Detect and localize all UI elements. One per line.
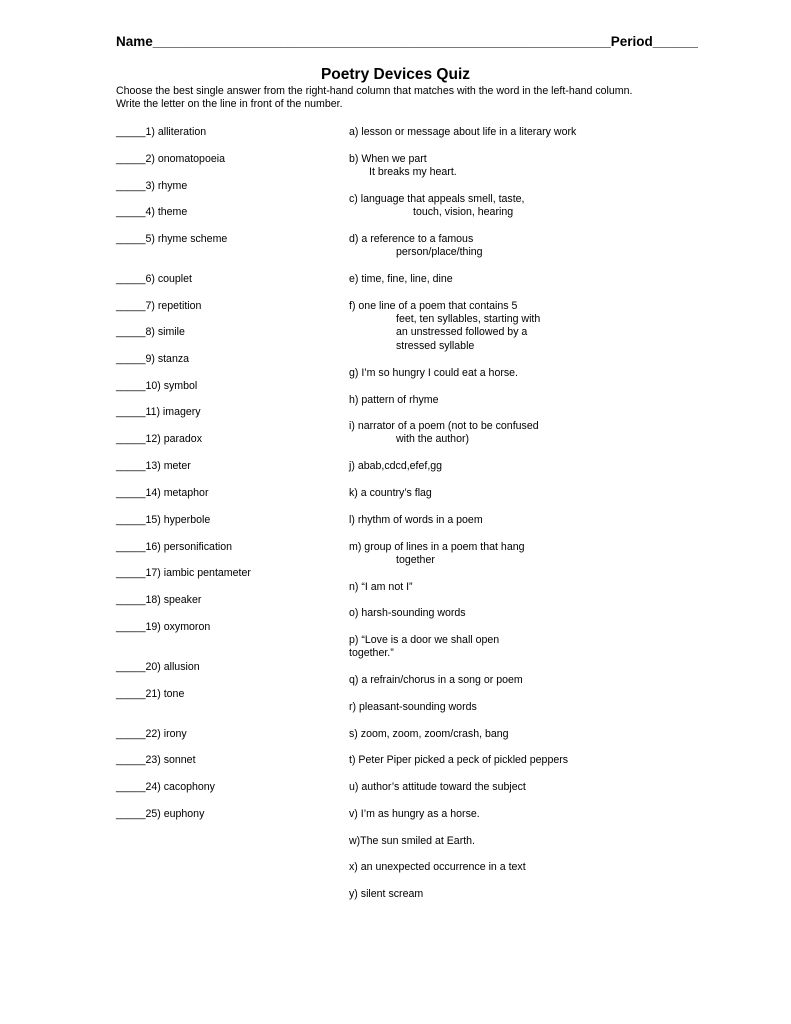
- answer-m: [349, 541, 525, 567]
- answer-line: g) I’m so hungry I could eat a horse.: [349, 367, 518, 379]
- term-item: _____12) paradox: [116, 433, 202, 445]
- answer-a: [349, 126, 576, 139]
- term-item: _____24) cacophony: [116, 781, 215, 793]
- answer-q: [349, 674, 523, 687]
- answer-line: stressed syllable: [396, 339, 475, 352]
- answer-k: [349, 487, 432, 500]
- answer-line: x) an unexpected occurrence in a text: [349, 861, 526, 873]
- term-item: _____18) speaker: [116, 594, 202, 606]
- answer-line: i) narrator of a poem (not to be confused: [349, 420, 539, 432]
- answer-line: j) abab,cdcd,efef,gg: [349, 460, 443, 472]
- answer-line: o) harsh-sounding words: [349, 607, 466, 619]
- header-line: [116, 34, 698, 49]
- answer-line: a) lesson or message about life in a literary work: [349, 126, 577, 138]
- answer-line: feet, ten syllables, starting with: [396, 313, 541, 326]
- term-item: _____4) theme: [116, 206, 188, 218]
- term-item: _____17) iambic pentameter: [116, 567, 251, 579]
- page-title: Poetry Devices Quiz: [320, 66, 471, 83]
- term-item: _____14) metaphor: [116, 487, 209, 499]
- answer-line: with the author): [396, 433, 470, 446]
- answer-line: b) When we part: [349, 153, 427, 165]
- answer-line: touch, vision, hearing: [413, 206, 514, 219]
- answer-line: p) “Love is a door we shall open: [349, 634, 500, 646]
- term-item: _____9) stanza: [116, 353, 190, 365]
- answer-d: [349, 233, 483, 259]
- term-item: _____8) simile: [116, 326, 185, 338]
- answer-w: [349, 835, 475, 848]
- answer-line: together: [396, 554, 435, 567]
- answer-line: e) time, fine, line, dine: [349, 273, 453, 285]
- answer-o: [349, 607, 466, 620]
- answer-t: [349, 754, 568, 767]
- answer-x: [349, 861, 526, 874]
- answer-f: [349, 300, 540, 353]
- term-item: _____13) meter: [116, 460, 191, 472]
- answer-line: y) silent scream: [349, 888, 424, 900]
- period-blank[interactable]: ______: [652, 34, 698, 49]
- answer-line: d) a reference to a famous: [349, 233, 474, 245]
- answer-line: f) one line of a poem that contains 5: [349, 300, 518, 312]
- answer-line: It breaks my heart.: [369, 166, 457, 179]
- answer-r: [349, 701, 477, 714]
- answer-p: [349, 634, 499, 660]
- term-item: _____15) hyperbole: [116, 514, 211, 526]
- answer-y: [349, 888, 423, 901]
- answer-line: person/place/thing: [396, 246, 483, 259]
- answer-line: u) author’s attitude toward the subject: [349, 781, 526, 793]
- answer-v: [349, 808, 480, 821]
- answer-line: w)The sun smiled at Earth.: [349, 835, 475, 847]
- answer-u: [349, 781, 526, 794]
- term-item: _____16) personification: [116, 541, 233, 553]
- answer-h: [349, 394, 439, 407]
- term-item: _____3) rhyme: [116, 180, 188, 192]
- answer-line: m) group of lines in a poem that hang: [349, 541, 525, 553]
- answer-line: h) pattern of rhyme: [349, 394, 439, 406]
- term-item: _____10) symbol: [116, 380, 198, 392]
- term-item: _____25) euphony: [116, 808, 205, 820]
- answer-line: c) language that appeals smell, taste,: [349, 193, 525, 205]
- answer-line: s) zoom, zoom, zoom/crash, bang: [349, 728, 509, 740]
- term-item: _____6) couplet: [116, 273, 192, 285]
- term-item: _____7) repetition: [116, 300, 202, 312]
- answer-line: t) Peter Piper picked a peck of pickled peppers: [349, 754, 569, 766]
- name-blank[interactable]: _____________________________________________________________: [152, 34, 611, 49]
- period-label: Period: [610, 34, 653, 49]
- answer-line: together.”: [349, 647, 394, 660]
- answer-line: r) pleasant-sounding words: [349, 701, 477, 713]
- term-item: _____11) imagery: [116, 406, 201, 418]
- answer-c: [349, 193, 525, 219]
- term-item: _____22) irony: [116, 728, 187, 740]
- term-item: _____23) sonnet: [116, 754, 196, 766]
- term-item: _____19) oxymoron: [116, 621, 211, 633]
- answer-e: [349, 273, 453, 286]
- term-item: _____1) alliteration: [116, 126, 207, 138]
- answer-s: [349, 728, 509, 741]
- answer-line: n) “I am not I”: [349, 581, 413, 593]
- instructions: Choose the best single answer from the right-hand column that matches with the word in the left-hand column. Write the letter on the line in front of the number.: [116, 85, 633, 111]
- answer-b: [349, 153, 457, 179]
- answer-n: [349, 581, 413, 594]
- answer-j: [349, 460, 442, 473]
- term-item: _____21) tone: [116, 688, 185, 700]
- answer-line: k) a country’s flag: [349, 487, 432, 499]
- answer-l: [349, 514, 483, 527]
- term-item: _____20) allusion: [116, 661, 200, 673]
- answer-line: an unstressed followed by a: [396, 326, 528, 339]
- answer-line: l) rhythm of words in a poem: [349, 514, 483, 526]
- answer-i: [349, 420, 539, 446]
- term-item: _____5) rhyme scheme: [116, 233, 228, 245]
- answer-line: q) a refrain/chorus in a song or poem: [349, 674, 523, 686]
- term-item: _____2) onomatopoeia: [116, 153, 225, 165]
- answer-line: v) I’m as hungry as a horse.: [349, 808, 480, 820]
- answer-g: [349, 367, 518, 380]
- name-label: Name: [116, 34, 153, 49]
